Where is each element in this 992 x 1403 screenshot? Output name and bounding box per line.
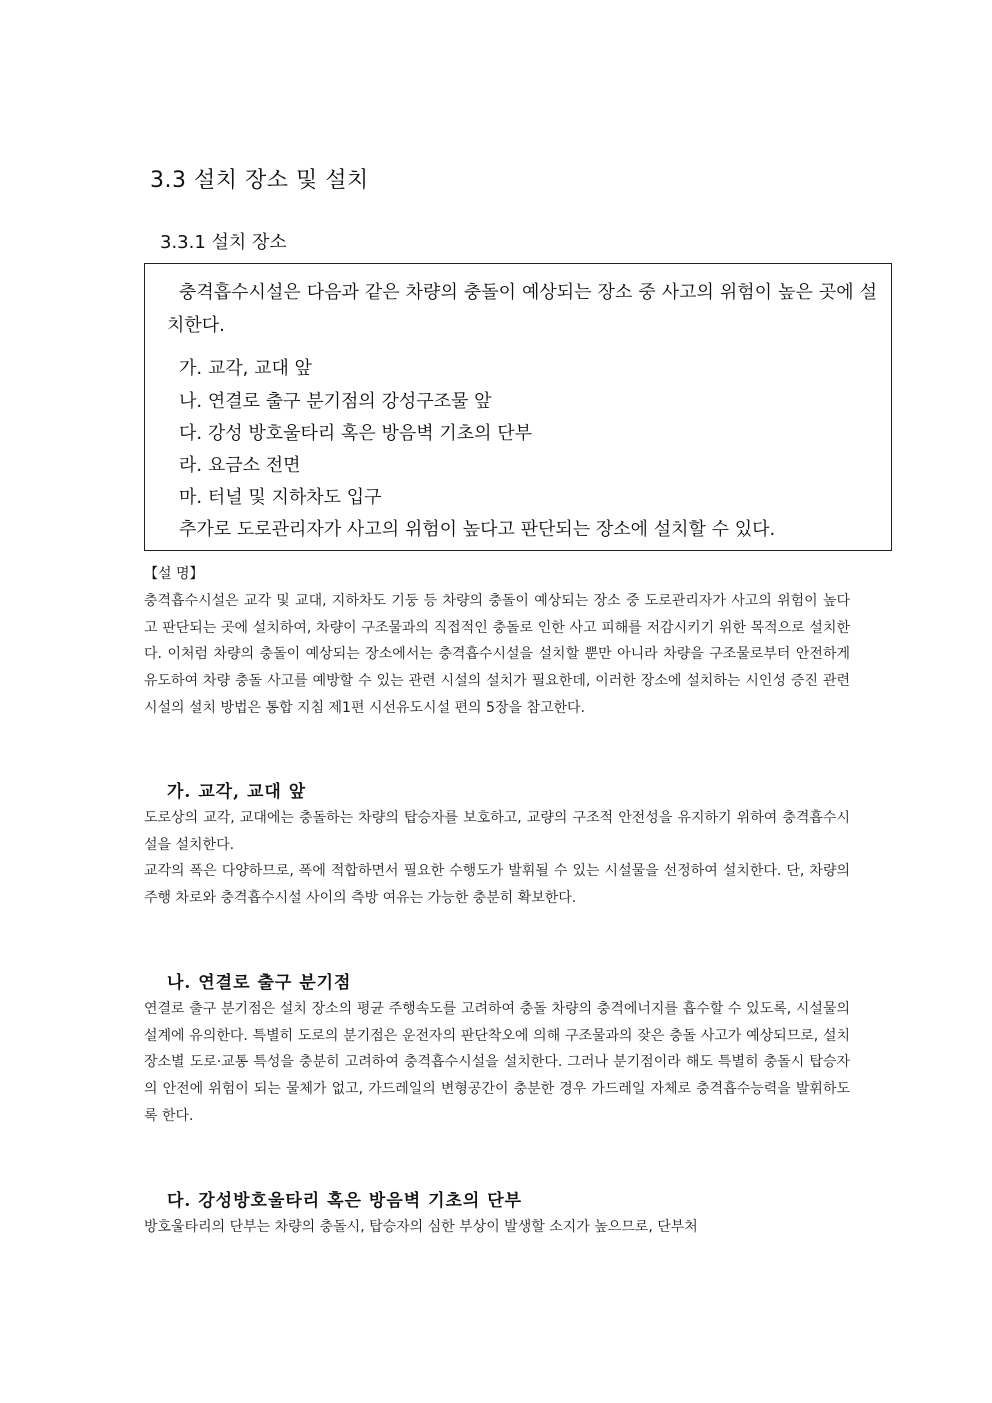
subsection-heading-na: 나. 연결로 출구 분기점 [167, 973, 352, 993]
subsection-title: 3.3.1 설치 장소 [160, 232, 287, 253]
paragraph-ga-2: 교각의 폭은 다양하므로, 폭에 적합하면서 필요한 수행도가 발휘될 수 있는 시설물을 선정하여 설치한다. 단, 차량의 주행 차로와 충격흡수시설 사이의 측방 여유는 가능한 충분히 확보한다. [144, 863, 850, 906]
rule-intro: 충격흡수시설은 다음과 같은 차량의 충돌이 예상되는 장소 중 사고의 위험이 높은 곳에 설치한다. [167, 282, 877, 336]
paragraph-na-1: 연결로 출구 분기점은 설치 장소의 평균 주행속도를 고려하여 충돌 차량의 충격에너지를 흡수할 수 있도록, 시설물의 설계에 유의한다. 특별히 도로의 분기점은 운전자의 판단착오에 의해 구조물과의 잦은 충돌 사고가 예상되므로, 설치 장소별 도로·교통 특성을 충분히 고려하여 충격흡수시설을 설치한다. 그러나 분기점이라 해도 특별히 충돌시 탑승자의 안전에 위험이 되는 물체가 없고, 가드레일의 변형공간이 충분한 경우 가드레일 자체로 충격흡수능력을 발휘하도록 한다. [144, 1001, 850, 1124]
subsection-heading-ga: 가. 교각, 교대 앞 [167, 782, 307, 802]
rule-item-na: 나. 연결로 출구 분기점의 강성구조물 앞 [179, 391, 492, 412]
subsection-heading-da: 다. 강성방호울타리 혹은 방음벽 기초의 단부 [167, 1191, 523, 1211]
paragraph-ga-1: 도로상의 교각, 교대에는 충돌하는 차량의 탑승자를 보호하고, 교량의 구조적 안전성을 유지하기 위하여 충격흡수시설을 설치한다. [144, 810, 850, 853]
rule-item-ra: 라. 요금소 전면 [179, 455, 301, 476]
rule-item-da: 다. 강성 방호울타리 혹은 방음벽 기초의 단부 [179, 423, 533, 444]
paragraph-da-1: 방호울타리의 단부는 차량의 충돌시, 탑승자의 심한 부상이 발생할 소지가 높으므로, 단부처 [144, 1219, 698, 1235]
rule-item-ga: 가. 교각, 교대 앞 [179, 358, 312, 379]
section-title: 3.3 설치 장소 및 설치 [150, 168, 369, 193]
explanation-label: 【설 명】 [144, 566, 204, 582]
rule-closing: 추가로 도로관리자가 사고의 위험이 높다고 판단되는 장소에 설치할 수 있다. [179, 519, 776, 540]
rule-box [144, 263, 892, 551]
explanation-text: 충격흡수시설은 교각 및 교대, 지하차도 기둥 등 차량의 충돌이 예상되는 장소 중 도로관리자가 사고의 위험이 높다고 판단되는 곳에 설치하여, 차량이 구조물과의 직접적인 충돌로 인한 사고 피해를 저감시키기 위한 목적으로 설치한다. 이처럼 차량의 충돌이 예상되는 장소에서는 충격흡수시설을 설치할 뿐만 아니라 차량을 구조물로부터 안전하게 유도하여 차량 충돌 사고를 예방할 수 있는 관련 시설의 설치가 필요한데, 이러한 장소에 설치하는 시인성 증진 관련 시설의 설치 방법은 통합 지침 제1편 시선유도시설 편의 5장을 참고한다. [144, 593, 850, 716]
rule-item-ma: 마. 터널 및 지하차도 입구 [179, 487, 382, 508]
